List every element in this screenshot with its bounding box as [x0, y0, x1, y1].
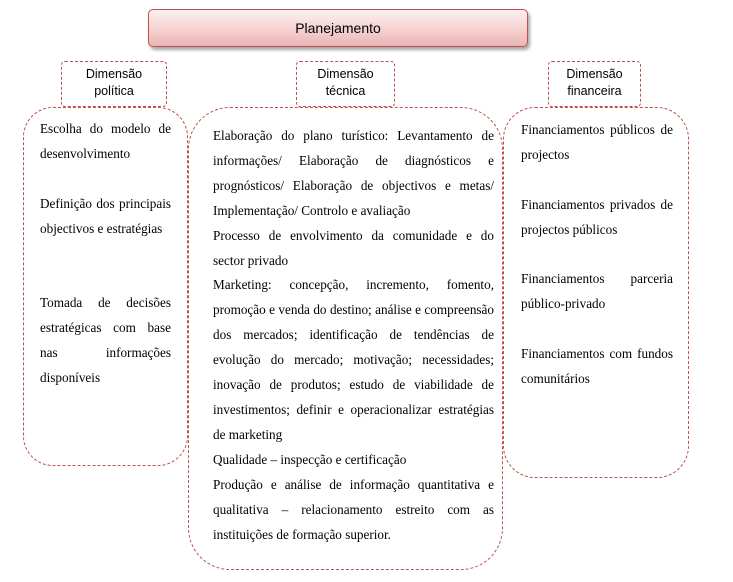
dimensao-financeira-label-line1: Dimensão	[566, 67, 623, 81]
tecnica-item-2: Processo de envolvimento da comunidade e do sector privado	[213, 228, 494, 268]
dimensao-tecnica-label-line2: técnica	[325, 84, 366, 98]
financeira-item-1: Financiamentos públicos de projectos	[521, 122, 673, 162]
dimensao-financeira-label-line2: financeira	[567, 84, 622, 98]
tecnica-item-1: Elaboração do plano turístico: Levantamento de informações/ Elaboração de diagnósticos e prognósticos/ Elaboração de objectivos e metas/ Implementação/ Controlo e avaliação	[213, 128, 494, 218]
financeira-item-2: Financiamentos privados de projectos públicos	[521, 197, 673, 237]
dimensao-tecnica-label-line1: Dimensão	[317, 67, 374, 81]
planejamento-title: Planejamento	[295, 20, 381, 36]
tecnica-item-3: Marketing: concepção, incremento, fomento, promoção e venda do destino; análise e compreensão dos mercados; identificação de tendências de evolução do mercado; motivação; necessidades; inovação de produtos; estudo de viabilidade de investimentos; definir e operacionalizar estratégias de marketing	[213, 277, 494, 442]
dimensao-politica-label-line2: política	[94, 84, 134, 98]
politica-item-1: Escolha do modelo de desenvolvimento	[40, 121, 171, 161]
dimensao-financeira-label	[548, 61, 641, 107]
financeira-item-4: Financiamentos com fundos comunitários	[521, 346, 673, 386]
dimensao-politica-label-line1: Dimensão	[85, 67, 143, 81]
tecnica-item-5: Produção e análise de informação quantitativa e qualitativa – relacionamento estreito com as instituições de formação superior.	[213, 477, 494, 542]
planejamento-title-box	[148, 9, 528, 47]
dimensao-politica-label	[61, 61, 167, 107]
tecnica-item-4: Qualidade – inspecção e certificação	[213, 452, 407, 467]
dimensao-tecnica-label	[296, 61, 395, 107]
politica-item-2: Definição dos principais objectivos e estratégias	[40, 196, 171, 236]
politica-item-3: Tomada de decisões estratégicas com base nas informações disponíveis	[40, 295, 171, 385]
financeira-item-3: Financiamentos parceria público-privado	[521, 271, 673, 311]
